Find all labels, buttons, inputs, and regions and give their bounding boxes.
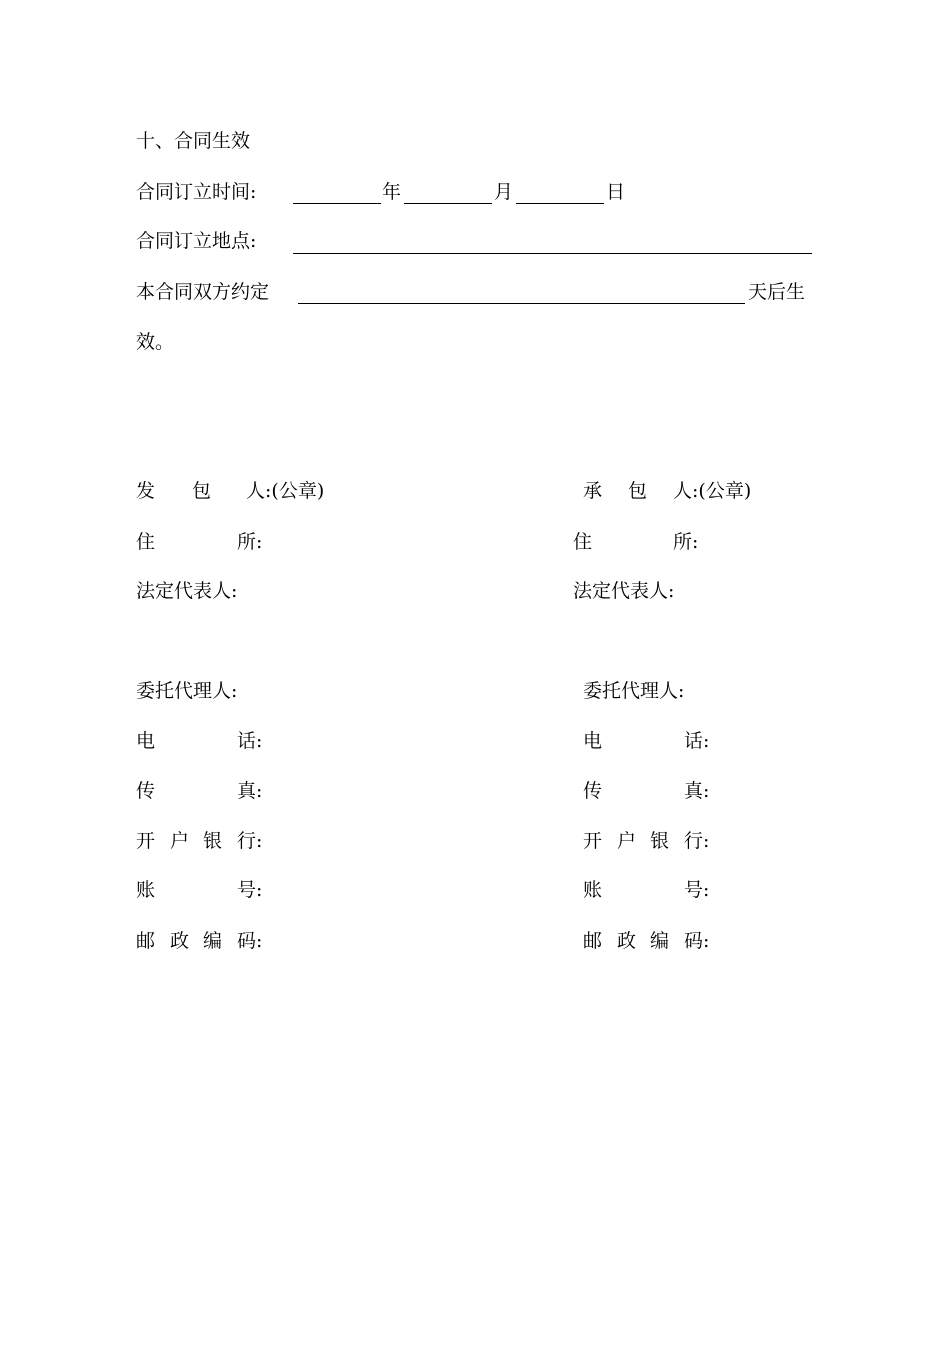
year-blank[interactable] [293,203,381,204]
day-blank[interactable] [516,203,604,204]
effect-tail: 效。 [136,331,175,353]
signing-place-label: 合同订立地点: [136,230,257,252]
month-char: 月 [494,181,514,203]
effect-prefix: 本合同双方约定 [136,281,270,303]
month-blank[interactable] [404,203,492,204]
signing-place-blank[interactable] [293,253,812,254]
left-agent-label: 委托代理人: [136,680,238,702]
signing-time-label: 合同订立时间: [136,181,257,203]
document-page: 十、合同生效 合同订立时间: 年 月 日 合同订立地点: 本合同双方约定 天后生 效。 发 包 人:(公章) 住 所: 法定代表人: 委托代理人: 电 话: 传 真: 开 户 银 行: 账 号: 邮 政 编 码: 承 包 人:(公章) 住 所: 法定代表人: 委托代理人: 电 话: 传 真: 开 户 银 行: 账 号: 邮 政 编 码: [0,0,950,1345]
effect-days-blank[interactable] [298,303,745,304]
right-legal-rep-label: 法定代表人: [573,580,675,602]
day-char: 日 [606,181,626,203]
right-agent-label: 委托代理人: [583,680,685,702]
effect-suffix: 天后生 [748,281,806,303]
left-legal-rep-label: 法定代表人: [136,580,238,602]
section-heading: 十、合同生效 [136,130,251,152]
year-char: 年 [382,181,402,203]
